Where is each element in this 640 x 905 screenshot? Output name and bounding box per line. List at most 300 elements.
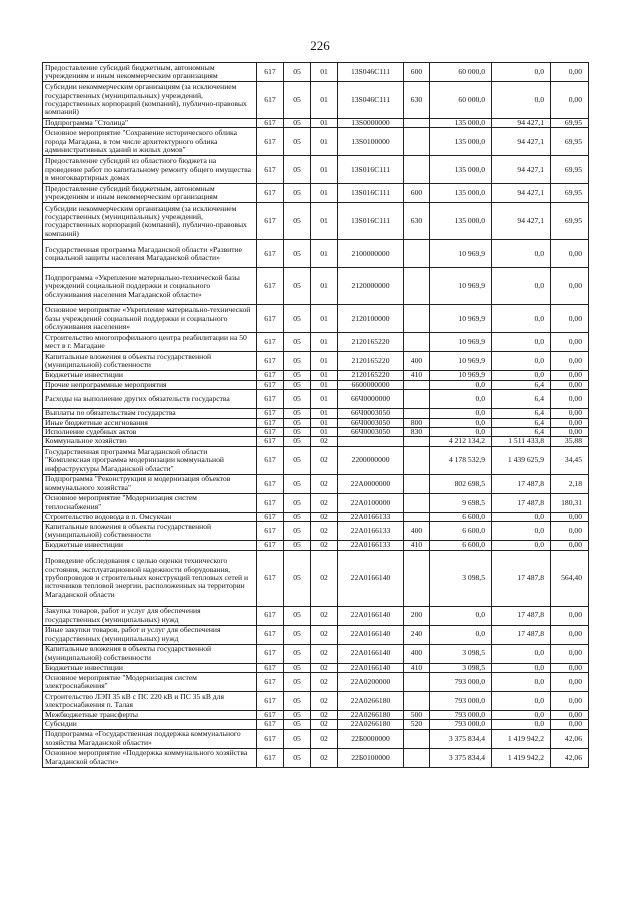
cell-vr: 600 bbox=[404, 63, 430, 82]
cell-vr: 400 bbox=[404, 522, 430, 541]
cell-rz: 05 bbox=[284, 625, 311, 644]
cell-plan: 0,0 bbox=[430, 409, 492, 418]
cell-pct: 0,00 bbox=[551, 663, 589, 672]
cell-pct: 69,95 bbox=[551, 128, 589, 156]
cell-pct: 69,95 bbox=[551, 119, 589, 128]
cell-pct: 42,06 bbox=[551, 729, 589, 748]
cell-fact: 0,0 bbox=[492, 644, 551, 663]
cell-csr: 13S016C111 bbox=[338, 156, 404, 184]
cell-plan: 10 969,9 bbox=[430, 333, 492, 352]
cell-vr bbox=[404, 512, 430, 521]
cell-name: Субсидии некоммерческим организациям (за исключением государственных (муниципальных) учреждений, государственных корпораций (компаний), публично-правовых компаний) bbox=[43, 203, 257, 240]
cell-csr: 2120165220 bbox=[338, 333, 404, 352]
cell-pr: 01 bbox=[311, 63, 338, 82]
cell-pct: 0,00 bbox=[551, 380, 589, 389]
cell-pr: 01 bbox=[311, 128, 338, 156]
table-row bbox=[43, 446, 589, 474]
cell-name: Подпрограмма «Государственная поддержка коммунального хозяйства Магаданской области» bbox=[43, 729, 257, 748]
cell-ved: 617 bbox=[257, 371, 284, 380]
cell-rz: 05 bbox=[284, 663, 311, 672]
table-row bbox=[43, 184, 589, 203]
cell-rz: 05 bbox=[284, 409, 311, 418]
cell-fact: 6,4 bbox=[492, 390, 551, 409]
cell-pct: 34,45 bbox=[551, 446, 589, 474]
cell-ved: 617 bbox=[257, 390, 284, 409]
cell-pr: 01 bbox=[311, 305, 338, 333]
cell-name: Подпрограмма "Столица" bbox=[43, 119, 257, 128]
cell-name: Основное мероприятие «Поддержка коммунального хозяйства Магаданской области» bbox=[43, 748, 257, 767]
cell-plan: 135 000,0 bbox=[430, 184, 492, 203]
cell-pct: 69,95 bbox=[551, 203, 589, 240]
cell-plan: 10 969,9 bbox=[430, 352, 492, 371]
cell-plan: 135 000,0 bbox=[430, 128, 492, 156]
cell-csr: 22A0166140 bbox=[338, 550, 404, 606]
cell-pr: 02 bbox=[311, 663, 338, 672]
cell-rz: 05 bbox=[284, 474, 311, 493]
cell-csr: 13S016C111 bbox=[338, 184, 404, 203]
cell-csr: 2200000000 bbox=[338, 446, 404, 474]
cell-csr: 22Б0100000 bbox=[338, 748, 404, 767]
cell-ved: 617 bbox=[257, 644, 284, 663]
cell-pr: 01 bbox=[311, 333, 338, 352]
cell-vr bbox=[404, 493, 430, 512]
cell-fact: 0,0 bbox=[492, 711, 551, 720]
cell-plan: 135 000,0 bbox=[430, 156, 492, 184]
table-row bbox=[43, 673, 589, 692]
cell-pr: 01 bbox=[311, 268, 338, 305]
cell-fact: 6,4 bbox=[492, 380, 551, 389]
cell-ved: 617 bbox=[257, 268, 284, 305]
cell-fact: 0,0 bbox=[492, 63, 551, 82]
cell-fact: 17 487,8 bbox=[492, 606, 551, 625]
cell-vr bbox=[404, 748, 430, 767]
cell-rz: 05 bbox=[284, 711, 311, 720]
cell-ved: 617 bbox=[257, 493, 284, 512]
cell-name: Предоставление субсидий бюджетным, автономным учреждениям и иным некоммерческим организациям bbox=[43, 63, 257, 82]
cell-ved: 617 bbox=[257, 720, 284, 729]
cell-pr: 02 bbox=[311, 512, 338, 521]
cell-fact: 0,0 bbox=[492, 371, 551, 380]
cell-ved: 617 bbox=[257, 203, 284, 240]
cell-plan: 793 000,0 bbox=[430, 673, 492, 692]
cell-fact: 6,4 bbox=[492, 428, 551, 437]
table-row bbox=[43, 240, 589, 268]
cell-rz: 05 bbox=[284, 446, 311, 474]
cell-vr: 520 bbox=[404, 720, 430, 729]
cell-rz: 05 bbox=[284, 428, 311, 437]
cell-vr bbox=[404, 305, 430, 333]
cell-name: Строительство водовода в п. Омсукчан bbox=[43, 512, 257, 521]
cell-pr: 02 bbox=[311, 550, 338, 606]
table-row bbox=[43, 644, 589, 663]
table-row bbox=[43, 711, 589, 720]
cell-csr: 22A0166133 bbox=[338, 522, 404, 541]
cell-vr: 200 bbox=[404, 606, 430, 625]
cell-csr: 22A0166140 bbox=[338, 644, 404, 663]
cell-name: Предоставление субсидий бюджетным, автономным учреждениям и иным некоммерческим организациям bbox=[43, 184, 257, 203]
cell-pct: 180,31 bbox=[551, 493, 589, 512]
cell-pr: 01 bbox=[311, 240, 338, 268]
cell-vr: 240 bbox=[404, 625, 430, 644]
table-row bbox=[43, 418, 589, 427]
cell-pr: 01 bbox=[311, 156, 338, 184]
table-row bbox=[43, 203, 589, 240]
cell-csr: 22A0166140 bbox=[338, 606, 404, 625]
table-row bbox=[43, 371, 589, 380]
cell-name: Межбюджетные трансферты bbox=[43, 711, 257, 720]
cell-rz: 05 bbox=[284, 184, 311, 203]
cell-name: Бюджетные инвестиции bbox=[43, 541, 257, 550]
cell-rz: 05 bbox=[284, 418, 311, 427]
cell-fact: 0,0 bbox=[492, 240, 551, 268]
cell-csr: 2120000000 bbox=[338, 268, 404, 305]
cell-pct: 0,00 bbox=[551, 305, 589, 333]
cell-name: Основное мероприятие "Модернизация систем электроснабжения" bbox=[43, 673, 257, 692]
cell-name: Подпрограмма «Укрепление материально-технической базы учреждений социальной поддержки и социального обслуживания населения Магаданской области» bbox=[43, 268, 257, 305]
cell-ved: 617 bbox=[257, 119, 284, 128]
cell-pr: 02 bbox=[311, 474, 338, 493]
cell-vr bbox=[404, 437, 430, 446]
table-row bbox=[43, 63, 589, 82]
cell-plan: 6 600,0 bbox=[430, 522, 492, 541]
cell-vr: 410 bbox=[404, 663, 430, 672]
cell-pr: 02 bbox=[311, 729, 338, 748]
cell-rz: 05 bbox=[284, 371, 311, 380]
cell-pct: 0,00 bbox=[551, 240, 589, 268]
cell-fact: 0,0 bbox=[492, 673, 551, 692]
cell-pct: 0,00 bbox=[551, 541, 589, 550]
cell-plan: 10 969,9 bbox=[430, 305, 492, 333]
cell-csr: 2120165220 bbox=[338, 352, 404, 371]
cell-fact: 0,0 bbox=[492, 82, 551, 119]
cell-rz: 05 bbox=[284, 512, 311, 521]
cell-csr: 13S0000000 bbox=[338, 119, 404, 128]
cell-pct: 0,00 bbox=[551, 673, 589, 692]
cell-ved: 617 bbox=[257, 156, 284, 184]
cell-fact: 6,4 bbox=[492, 409, 551, 418]
cell-fact: 0,0 bbox=[492, 541, 551, 550]
cell-rz: 05 bbox=[284, 156, 311, 184]
cell-plan: 793 000,0 bbox=[430, 692, 492, 711]
cell-rz: 05 bbox=[284, 550, 311, 606]
cell-name: Субсидии некоммерческим организациям (за исключением государственных (муниципальных) учреждений, государственных корпораций (компаний), публично-правовых компаний) bbox=[43, 82, 257, 119]
cell-name: Закупка товаров, работ и услуг для обеспечения государственных (муниципальных) нужд bbox=[43, 606, 257, 625]
cell-name: Строительство многопрофильного центра реабилитации на 50 мест в г. Магадане bbox=[43, 333, 257, 352]
cell-ved: 617 bbox=[257, 409, 284, 418]
cell-pr: 01 bbox=[311, 390, 338, 409]
table-row bbox=[43, 333, 589, 352]
cell-csr bbox=[338, 437, 404, 446]
cell-pct: 0,00 bbox=[551, 268, 589, 305]
cell-ved: 617 bbox=[257, 663, 284, 672]
cell-pr: 01 bbox=[311, 184, 338, 203]
cell-plan: 9 698,5 bbox=[430, 493, 492, 512]
cell-name: Подпрограмма "Реконструкция и модернизация объектов коммунального хозяйства" bbox=[43, 474, 257, 493]
cell-rz: 05 bbox=[284, 333, 311, 352]
cell-ved: 617 bbox=[257, 437, 284, 446]
cell-pr: 02 bbox=[311, 644, 338, 663]
cell-fact: 1 419 942,2 bbox=[492, 748, 551, 767]
cell-ved: 617 bbox=[257, 446, 284, 474]
cell-pr: 01 bbox=[311, 418, 338, 427]
cell-ved: 617 bbox=[257, 606, 284, 625]
cell-name: Проведение обследования с целью оценки технического состояния, эксплуатационной надежности оборудования, трубопроводов и строительных конструкций тепловых сетей и источников тепловой энергии, расположенных на территории Магаданской области bbox=[43, 550, 257, 606]
cell-fact: 0,0 bbox=[492, 333, 551, 352]
cell-name: Расходы на выполнение других обязательств государства bbox=[43, 390, 257, 409]
cell-plan: 6 600,0 bbox=[430, 512, 492, 521]
cell-plan: 793 000,0 bbox=[430, 720, 492, 729]
cell-fact: 1 439 625,9 bbox=[492, 446, 551, 474]
cell-vr: 830 bbox=[404, 428, 430, 437]
cell-csr: 13S046C111 bbox=[338, 82, 404, 119]
cell-fact: 0,0 bbox=[492, 305, 551, 333]
cell-rz: 05 bbox=[284, 748, 311, 767]
cell-ved: 617 bbox=[257, 673, 284, 692]
cell-ved: 617 bbox=[257, 428, 284, 437]
cell-vr: 500 bbox=[404, 711, 430, 720]
cell-ved: 617 bbox=[257, 625, 284, 644]
cell-fact: 1 419 942,2 bbox=[492, 729, 551, 748]
cell-ved: 617 bbox=[257, 550, 284, 606]
cell-csr: 22A0000000 bbox=[338, 474, 404, 493]
cell-fact: 94 427,1 bbox=[492, 156, 551, 184]
cell-vr: 410 bbox=[404, 541, 430, 550]
cell-plan: 3 375 834,4 bbox=[430, 729, 492, 748]
cell-ved: 617 bbox=[257, 305, 284, 333]
cell-fact: 0,0 bbox=[492, 352, 551, 371]
cell-plan: 3 375 834,4 bbox=[430, 748, 492, 767]
cell-plan: 4 178 532,9 bbox=[430, 446, 492, 474]
cell-fact: 0,0 bbox=[492, 692, 551, 711]
cell-pr: 02 bbox=[311, 522, 338, 541]
cell-csr: 22A0166133 bbox=[338, 512, 404, 521]
cell-pct: 35,88 bbox=[551, 437, 589, 446]
cell-plan: 6 600,0 bbox=[430, 541, 492, 550]
cell-csr: 22A0266180 bbox=[338, 692, 404, 711]
cell-vr bbox=[404, 446, 430, 474]
cell-pct: 0,00 bbox=[551, 82, 589, 119]
cell-pr: 01 bbox=[311, 119, 338, 128]
cell-ved: 617 bbox=[257, 474, 284, 493]
table-row bbox=[43, 474, 589, 493]
cell-rz: 05 bbox=[284, 240, 311, 268]
cell-plan: 135 000,0 bbox=[430, 203, 492, 240]
cell-csr: 66Ч0003050 bbox=[338, 409, 404, 418]
cell-rz: 05 bbox=[284, 493, 311, 512]
cell-fact: 17 487,8 bbox=[492, 474, 551, 493]
cell-pr: 02 bbox=[311, 541, 338, 550]
cell-csr: 13S0100000 bbox=[338, 128, 404, 156]
cell-fact: 17 487,8 bbox=[492, 625, 551, 644]
cell-pct: 0,00 bbox=[551, 606, 589, 625]
cell-rz: 05 bbox=[284, 268, 311, 305]
cell-rz: 05 bbox=[284, 82, 311, 119]
cell-vr bbox=[404, 240, 430, 268]
cell-rz: 05 bbox=[284, 352, 311, 371]
table-row bbox=[43, 522, 589, 541]
cell-pct: 0,00 bbox=[551, 644, 589, 663]
cell-vr bbox=[404, 268, 430, 305]
cell-csr: 66Ч0003050 bbox=[338, 418, 404, 427]
cell-plan: 802 698,5 bbox=[430, 474, 492, 493]
cell-pr: 01 bbox=[311, 428, 338, 437]
cell-ved: 617 bbox=[257, 522, 284, 541]
cell-pr: 02 bbox=[311, 446, 338, 474]
cell-name: Государственная программа Магаданской области «Развитие социальной защиты населения Магаданской области» bbox=[43, 240, 257, 268]
table-row bbox=[43, 390, 589, 409]
cell-plan: 10 969,9 bbox=[430, 268, 492, 305]
cell-pct: 0,00 bbox=[551, 352, 589, 371]
table-row bbox=[43, 268, 589, 305]
cell-ved: 617 bbox=[257, 692, 284, 711]
cell-name: Строительство ЛЭП 35 кВ с ПС 220 кВ и ПС 35 кВ для электроснабжения п. Талая bbox=[43, 692, 257, 711]
cell-name: Иные бюджетные ассигнования bbox=[43, 418, 257, 427]
cell-fact: 1 511 433,8 bbox=[492, 437, 551, 446]
cell-csr: 22A0200000 bbox=[338, 673, 404, 692]
cell-rz: 05 bbox=[284, 119, 311, 128]
cell-rz: 05 bbox=[284, 692, 311, 711]
cell-csr: 22A0166140 bbox=[338, 663, 404, 672]
cell-name: Бюджетные инвестиции bbox=[43, 663, 257, 672]
table-row bbox=[43, 352, 589, 371]
cell-name: Иные закупки товаров, работ и услуг для обеспечения государственных (муниципальных) нужд bbox=[43, 625, 257, 644]
table-row bbox=[43, 409, 589, 418]
cell-csr: 13S046C111 bbox=[338, 63, 404, 82]
cell-fact: 94 427,1 bbox=[492, 119, 551, 128]
cell-pct: 0,00 bbox=[551, 409, 589, 418]
cell-rz: 05 bbox=[284, 644, 311, 663]
cell-fact: 17 487,8 bbox=[492, 550, 551, 606]
cell-fact: 0,0 bbox=[492, 663, 551, 672]
cell-fact: 6,4 bbox=[492, 418, 551, 427]
cell-name: Прочие непрограммные мероприятия bbox=[43, 380, 257, 389]
cell-name: Основное мероприятие «Укрепление материально-технической базы учреждений социальной поддержки и социального обслуживания населения» bbox=[43, 305, 257, 333]
cell-plan: 135 000,0 bbox=[430, 119, 492, 128]
table-row bbox=[43, 720, 589, 729]
cell-name: Предоставление субсидий из областного бюджета на проведение работ по капитальному ремонту общего имущества в многоквартирных домах bbox=[43, 156, 257, 184]
cell-ved: 617 bbox=[257, 240, 284, 268]
cell-pr: 02 bbox=[311, 625, 338, 644]
table-row bbox=[43, 748, 589, 767]
cell-pr: 02 bbox=[311, 493, 338, 512]
cell-plan: 60 000,0 bbox=[430, 82, 492, 119]
cell-csr: 2120165220 bbox=[338, 371, 404, 380]
cell-ved: 617 bbox=[257, 512, 284, 521]
cell-fact: 94 427,1 bbox=[492, 128, 551, 156]
table-row bbox=[43, 512, 589, 521]
cell-ved: 617 bbox=[257, 748, 284, 767]
cell-rz: 05 bbox=[284, 437, 311, 446]
cell-fact: 94 427,1 bbox=[492, 184, 551, 203]
table-row bbox=[43, 625, 589, 644]
cell-vr bbox=[404, 380, 430, 389]
cell-plan: 10 969,9 bbox=[430, 371, 492, 380]
cell-name: Капитальные вложения в объекты государственной (муниципальной) собственности bbox=[43, 522, 257, 541]
table-row bbox=[43, 493, 589, 512]
table-row bbox=[43, 541, 589, 550]
cell-fact: 0,0 bbox=[492, 512, 551, 521]
table-row bbox=[43, 437, 589, 446]
cell-fact: 94 427,1 bbox=[492, 203, 551, 240]
cell-name: Основное мероприятие "Модернизация систем теплоснабжения" bbox=[43, 493, 257, 512]
table-row bbox=[43, 606, 589, 625]
cell-csr: 2100000000 bbox=[338, 240, 404, 268]
cell-ved: 617 bbox=[257, 729, 284, 748]
cell-fact: 17 487,8 bbox=[492, 493, 551, 512]
cell-pct: 0,00 bbox=[551, 418, 589, 427]
cell-vr: 410 bbox=[404, 371, 430, 380]
cell-pct: 0,00 bbox=[551, 390, 589, 409]
cell-plan: 0,0 bbox=[430, 380, 492, 389]
cell-rz: 05 bbox=[284, 720, 311, 729]
cell-pct: 42,06 bbox=[551, 748, 589, 767]
cell-pct: 0,00 bbox=[551, 333, 589, 352]
cell-vr: 800 bbox=[404, 418, 430, 427]
cell-plan: 3 098,5 bbox=[430, 663, 492, 672]
cell-plan: 0,0 bbox=[430, 428, 492, 437]
cell-ved: 617 bbox=[257, 333, 284, 352]
cell-pr: 02 bbox=[311, 720, 338, 729]
cell-plan: 60 000,0 bbox=[430, 63, 492, 82]
cell-csr: 6600000000 bbox=[338, 380, 404, 389]
table-body bbox=[43, 63, 589, 768]
cell-csr: 2120100000 bbox=[338, 305, 404, 333]
cell-rz: 05 bbox=[284, 522, 311, 541]
cell-pct: 69,95 bbox=[551, 156, 589, 184]
cell-pct: 0,00 bbox=[551, 371, 589, 380]
cell-csr: 22A0266180 bbox=[338, 711, 404, 720]
cell-csr: 66Ч0000000 bbox=[338, 390, 404, 409]
cell-pr: 02 bbox=[311, 692, 338, 711]
cell-plan: 0,0 bbox=[430, 625, 492, 644]
cell-pct: 0,00 bbox=[551, 711, 589, 720]
cell-vr bbox=[404, 474, 430, 493]
cell-vr bbox=[404, 156, 430, 184]
table-row bbox=[43, 550, 589, 606]
cell-vr bbox=[404, 729, 430, 748]
cell-plan: 4 212 134,2 bbox=[430, 437, 492, 446]
table-row bbox=[43, 119, 589, 128]
cell-pr: 01 bbox=[311, 203, 338, 240]
cell-csr: 22A0266180 bbox=[338, 720, 404, 729]
cell-rz: 05 bbox=[284, 128, 311, 156]
table-row bbox=[43, 128, 589, 156]
cell-pr: 01 bbox=[311, 371, 338, 380]
table-row bbox=[43, 305, 589, 333]
cell-pr: 01 bbox=[311, 380, 338, 389]
cell-rz: 05 bbox=[284, 390, 311, 409]
cell-fact: 0,0 bbox=[492, 522, 551, 541]
cell-vr bbox=[404, 119, 430, 128]
cell-pr: 02 bbox=[311, 673, 338, 692]
cell-plan: 10 969,9 bbox=[430, 240, 492, 268]
cell-ved: 617 bbox=[257, 128, 284, 156]
cell-pr: 01 bbox=[311, 82, 338, 119]
table-row bbox=[43, 380, 589, 389]
cell-name: Капитальные вложения в объекты государственной (муниципальной) собственности bbox=[43, 352, 257, 371]
cell-vr bbox=[404, 692, 430, 711]
cell-plan: 0,0 bbox=[430, 606, 492, 625]
cell-name: Коммунальное хозяйство bbox=[43, 437, 257, 446]
cell-rz: 05 bbox=[284, 63, 311, 82]
cell-vr bbox=[404, 409, 430, 418]
cell-ved: 617 bbox=[257, 184, 284, 203]
cell-name: Бюджетные инвестиции bbox=[43, 371, 257, 380]
cell-pct: 0,00 bbox=[551, 522, 589, 541]
table-row bbox=[43, 663, 589, 672]
cell-name: Субсидии bbox=[43, 720, 257, 729]
table-row bbox=[43, 729, 589, 748]
